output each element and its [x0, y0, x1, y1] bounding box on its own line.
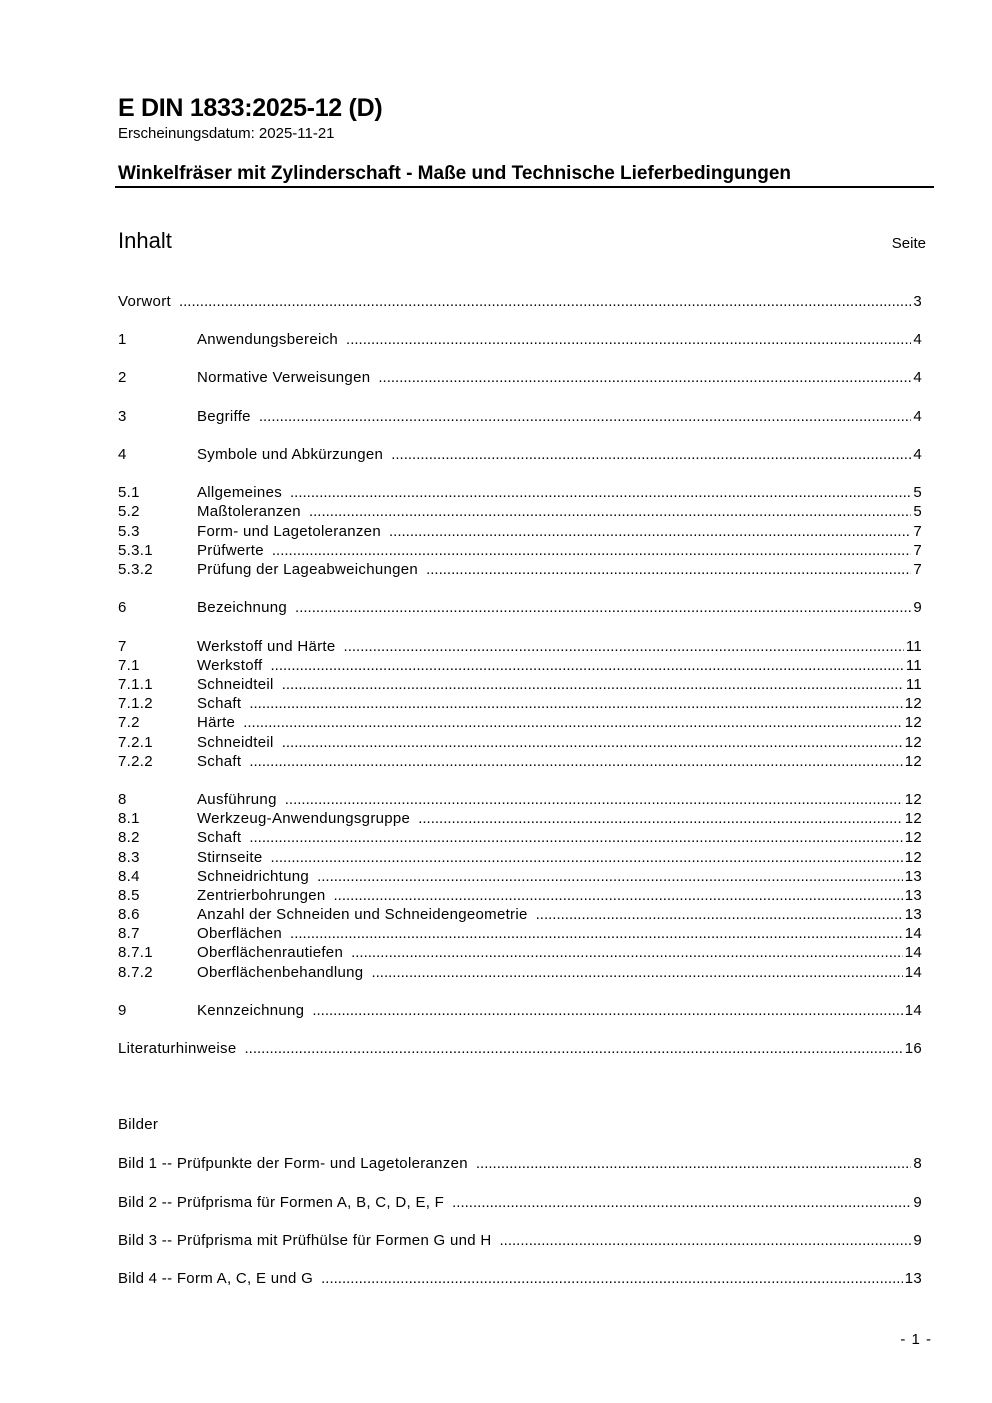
- toc-entry[interactable]: [118, 963, 922, 983]
- toc-entry-page: 12: [904, 753, 922, 770]
- toc-leader: [309, 502, 911, 522]
- toc-entry[interactable]: [118, 848, 922, 868]
- toc-entry-page: 13: [904, 868, 922, 885]
- toc-entry-number: 7.1: [118, 657, 140, 674]
- figure-entry-page: 9: [913, 1194, 922, 1211]
- document-title: Winkelfräser mit Zylinderschaft - Maße und Technische Lieferbedingungen: [118, 163, 792, 184]
- toc-entry-title: Oberflächenrautiefen: [197, 944, 344, 961]
- toc-entry[interactable]: [118, 905, 922, 925]
- toc-leader: [426, 560, 911, 580]
- toc-entry[interactable]: [118, 330, 922, 350]
- toc-leader: [317, 867, 903, 887]
- toc-entry[interactable]: [118, 675, 922, 695]
- toc-entry-title: Oberflächenbehandlung: [197, 964, 364, 981]
- toc-leader: [344, 637, 904, 657]
- toc-entry[interactable]: [118, 1001, 922, 1021]
- toc-leader: [295, 598, 911, 618]
- toc-entry-title: Prüfwerte: [197, 542, 264, 559]
- toc-entry-title: Anzahl der Schneiden und Schneidengeometrie: [197, 906, 528, 923]
- toc-entry[interactable]: [118, 637, 922, 657]
- toc-entry-title: Maßtoleranzen: [197, 503, 301, 520]
- toc-entry-number: 4: [118, 446, 127, 463]
- toc-entry-number: 8: [118, 791, 127, 808]
- toc-leader: [452, 1193, 911, 1213]
- toc-entry-page: 5: [913, 484, 922, 501]
- toc-entry[interactable]: [118, 407, 922, 427]
- toc-entry-page: 3: [913, 293, 922, 310]
- toc-leader: [334, 886, 903, 906]
- toc-leader: [282, 675, 904, 695]
- toc-entry-page: 12: [904, 734, 922, 751]
- toc-entry-page: 4: [913, 369, 922, 386]
- toc-entry-page: 12: [904, 849, 922, 866]
- toc-entry-page: 4: [913, 446, 922, 463]
- toc-entry-number: 2: [118, 369, 127, 386]
- toc-entry-vorwort[interactable]: [118, 292, 922, 312]
- toc-entry-number: 8.7: [118, 925, 140, 942]
- toc-entry[interactable]: [118, 522, 922, 542]
- toc-leader: [500, 1231, 912, 1251]
- toc-entry-number: 8.7.1: [118, 944, 153, 961]
- toc-entry-number: 8.5: [118, 887, 140, 904]
- toc-entry-page: 13: [904, 887, 922, 904]
- toc-leader: [290, 483, 911, 503]
- toc-leader: [245, 1039, 903, 1059]
- toc-entry-title: Oberflächen: [197, 925, 283, 942]
- toc-leader: [282, 733, 903, 753]
- toc-entry-number: 7.1.1: [118, 676, 153, 693]
- toc-entry-number: 7: [118, 638, 127, 655]
- toc-leader: [389, 522, 911, 542]
- figure-entry[interactable]: [118, 1231, 922, 1251]
- toc-leader: [249, 752, 902, 772]
- toc-entry-title: Werkzeug-Anwendungsgruppe: [197, 810, 411, 827]
- toc-leader: [272, 541, 911, 561]
- toc-leader: [259, 407, 912, 427]
- toc-entry-page: 14: [904, 1002, 922, 1019]
- toc-heading: Inhalt: [118, 228, 172, 253]
- toc-entry-title: Kennzeichnung: [197, 1002, 305, 1019]
- toc-entry-number: 1: [118, 331, 127, 348]
- toc-entry[interactable]: [118, 828, 922, 848]
- toc-leader: [271, 656, 904, 676]
- toc-entry-page: 7: [913, 523, 922, 540]
- toc-entry-number: 7.2: [118, 714, 140, 731]
- figure-entry-title: Bild 4 -- Form A, C, E und G: [118, 1270, 314, 1287]
- toc-entry-number: 5.2: [118, 503, 140, 520]
- toc-entry[interactable]: [118, 867, 922, 887]
- figure-entry[interactable]: [118, 1154, 922, 1174]
- toc-entry-page: 14: [904, 925, 922, 942]
- toc-entry[interactable]: [118, 368, 922, 388]
- toc-entry-number: 7.2.2: [118, 753, 153, 770]
- toc-entry-page: 11: [905, 638, 922, 655]
- toc-entry-title: Literaturhinweise: [118, 1040, 237, 1057]
- toc-entry-page: 12: [904, 791, 922, 808]
- toc-entry-number: 3: [118, 408, 127, 425]
- toc-entry-title: Symbole und Abkürzungen: [197, 446, 384, 463]
- toc-entry-page: 12: [904, 714, 922, 731]
- toc-entry-title: Schneidrichtung: [197, 868, 310, 885]
- toc-entry-page: 5: [913, 503, 922, 520]
- toc-leader: [290, 924, 903, 944]
- toc-entry-literaturhinweise[interactable]: [118, 1039, 922, 1059]
- toc-leader: [249, 694, 902, 714]
- toc-entry[interactable]: [118, 502, 922, 522]
- toc-entry-title: Anwendungsbereich: [197, 331, 339, 348]
- figure-entry-title: Bild 2 -- Prüfprisma für Formen A, B, C, D, E, F: [118, 1194, 445, 1211]
- figure-entry-title: Bild 1 -- Prüfpunkte der Form- und Lagetoleranzen: [118, 1155, 468, 1172]
- toc-entry-page: 7: [913, 542, 922, 559]
- toc-entry-page: 14: [904, 944, 922, 961]
- toc-entry-title: Ausführung: [197, 791, 277, 808]
- toc-leader: [346, 330, 911, 350]
- toc-entry-page: 7: [913, 561, 922, 578]
- toc-entry-number: 5.3.1: [118, 542, 153, 559]
- toc-entry-number: 8.3: [118, 849, 140, 866]
- toc-entry-page: 14: [904, 964, 922, 981]
- toc-leader: [271, 848, 903, 868]
- toc-leader: [179, 292, 911, 312]
- toc-entry-title: Allgemeines: [197, 484, 283, 501]
- toc-entry-page: 9: [913, 599, 922, 616]
- toc-entry-title: Werkstoff: [197, 657, 263, 674]
- toc-entry-number: 8.7.2: [118, 964, 153, 981]
- toc-entry[interactable]: [118, 943, 922, 963]
- toc-entry[interactable]: [118, 656, 922, 676]
- figure-entry-page: 8: [913, 1155, 922, 1172]
- toc-entry[interactable]: [118, 560, 922, 580]
- figures-heading: Bilder: [118, 1116, 159, 1133]
- toc-leader: [378, 368, 911, 388]
- toc-leader: [536, 905, 903, 925]
- toc-entry-page: 16: [904, 1040, 922, 1057]
- toc-entry[interactable]: [118, 924, 922, 944]
- toc-entry-number: 5.3.2: [118, 561, 153, 578]
- toc-entry-number: 8.6: [118, 906, 140, 923]
- toc-entry[interactable]: [118, 809, 922, 829]
- toc-entry[interactable]: [118, 694, 922, 714]
- toc-leader: [371, 963, 902, 983]
- toc-entry-number: 6: [118, 599, 127, 616]
- toc-entry-title: Schaft: [197, 753, 242, 770]
- toc-leader: [321, 1269, 903, 1289]
- toc-leader: [312, 1001, 902, 1021]
- toc-leader: [476, 1154, 911, 1174]
- toc-entry-number: 8.2: [118, 829, 140, 846]
- toc-entry[interactable]: [118, 445, 922, 465]
- toc-entry-title: Schneidteil: [197, 676, 274, 693]
- toc-entry-title: Härte: [197, 714, 236, 731]
- figure-entry[interactable]: [118, 1269, 922, 1289]
- toc-entry-number: 7.2.1: [118, 734, 153, 751]
- title-underline: [115, 186, 934, 188]
- figure-entry-title: Bild 3 -- Prüfprisma mit Prüfhülse für Formen G und H: [118, 1232, 492, 1249]
- toc-entry[interactable]: [118, 483, 922, 503]
- page-number: - 1 -: [900, 1331, 932, 1348]
- page-column-label: Seite: [891, 235, 926, 252]
- toc-entry-title: Werkstoff und Härte: [197, 638, 336, 655]
- toc-entry-number: 8.1: [118, 810, 140, 827]
- toc-entry[interactable]: [118, 886, 922, 906]
- toc-leader: [249, 828, 902, 848]
- toc-entry-title: Normative Verweisungen: [197, 369, 371, 386]
- toc-entry-number: 8.4: [118, 868, 140, 885]
- toc-entry-number: 9: [118, 1002, 127, 1019]
- toc-leader: [243, 713, 903, 733]
- toc-entry-title: Form- und Lagetoleranzen: [197, 523, 381, 540]
- toc-entry[interactable]: [118, 752, 922, 772]
- toc-entry-page: 11: [905, 657, 922, 674]
- toc-entry-title: Schneidteil: [197, 734, 274, 751]
- toc-entry-number: 5.3: [118, 523, 140, 540]
- toc-entry-page: 12: [904, 695, 922, 712]
- toc-entry-title: Begriffe: [197, 408, 251, 425]
- figure-entry[interactable]: [118, 1193, 922, 1213]
- toc-leader: [351, 943, 903, 963]
- toc-entry[interactable]: [118, 733, 922, 753]
- toc-entry-page: 4: [913, 331, 922, 348]
- toc-entry-number: 7.1.2: [118, 695, 153, 712]
- document-id: E DIN 1833:2025-12 (D): [118, 94, 383, 122]
- toc-entry-title: Prüfung der Lageabweichungen: [197, 561, 419, 578]
- toc-entry-number: 5.1: [118, 484, 140, 501]
- toc-entry[interactable]: [118, 713, 922, 733]
- toc-entry-title: Schaft: [197, 695, 242, 712]
- toc-entry-page: 12: [904, 829, 922, 846]
- toc-entry-title: Schaft: [197, 829, 242, 846]
- toc-entry[interactable]: [118, 598, 922, 618]
- toc-leader: [418, 809, 903, 829]
- toc-entry-title: Vorwort: [118, 293, 171, 310]
- figure-entry-page: 9: [913, 1232, 922, 1249]
- toc-entry-page: 13: [904, 906, 922, 923]
- toc-entry-page: 11: [905, 676, 922, 693]
- toc-entry-title: Zentrierbohrungen: [197, 887, 326, 904]
- figure-entry-page: 13: [904, 1270, 922, 1287]
- toc-entry-title: Bezeichnung: [197, 599, 288, 616]
- toc-entry-title: Stirnseite: [197, 849, 263, 866]
- publication-date: Erscheinungsdatum: 2025-11-21: [118, 125, 335, 142]
- toc-entry[interactable]: [118, 541, 922, 561]
- toc-leader: [391, 445, 911, 465]
- toc-entry-page: 12: [904, 810, 922, 827]
- toc-entry[interactable]: [118, 790, 922, 810]
- toc-leader: [285, 790, 903, 810]
- toc-entry-page: 4: [913, 408, 922, 425]
